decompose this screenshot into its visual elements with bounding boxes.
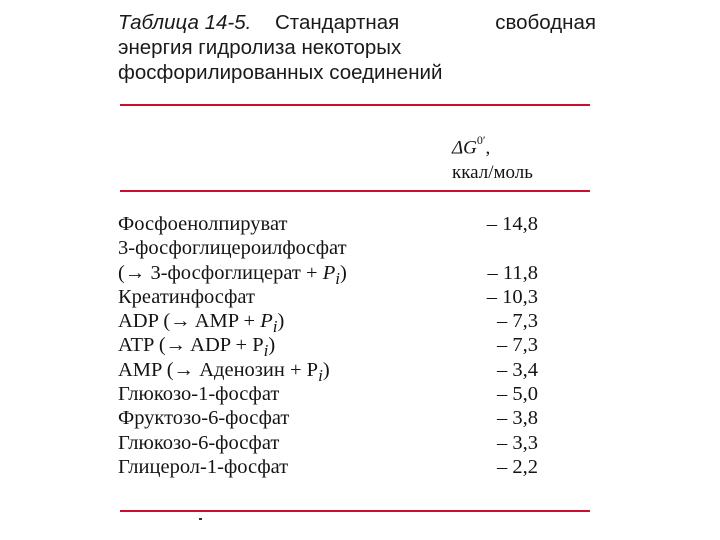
compound-name: Фосфоенолпируват [118, 213, 288, 235]
compound-name: Глюкозо-6-фосфат [118, 431, 280, 454]
table-row [118, 212, 538, 236]
compound-name: Глюкозо-1-фосфат [118, 383, 280, 406]
table-row [118, 236, 538, 260]
table-row [118, 431, 538, 455]
column-header-symbol: $\Delta G^{0'}$, [452, 133, 491, 159]
delta-g-superscript: 0′ [476, 133, 486, 147]
compound-name: 3-фосфоглицероилфосфат [118, 237, 347, 260]
column-header-unit: ккал/моль [452, 162, 533, 184]
delta-g-value: – 3,8 [497, 407, 538, 430]
caption-line-2: энергия гидролиза некоторых [118, 36, 402, 59]
compound-name: (→ 3-фосфоглицерат + $P_i$) [118, 261, 347, 288]
table-body [118, 212, 538, 479]
bottom-rule [120, 510, 590, 512]
compound-name: AMP (→ Аденозин + $P_i$) [118, 358, 330, 385]
delta-g-value: – 5,0 [497, 383, 538, 406]
header-rule [120, 190, 590, 192]
delta-g-value: – 10,3 [486, 285, 538, 308]
table-caption [118, 10, 596, 85]
delta-g-value: – 11,8 [487, 261, 538, 284]
delta-g-symbol: ΔG [452, 137, 477, 159]
table-row [118, 455, 538, 479]
delta-g-value: – 7,3 [497, 310, 538, 333]
delta-g-value: – 2,2 [497, 455, 538, 478]
column-header [452, 130, 533, 185]
table-row [118, 309, 538, 337]
table-row [118, 406, 538, 430]
compound-name: Глицерол-1-фосфат [118, 455, 289, 478]
table-row [118, 333, 538, 361]
compound-name: ADP (→ AMP + $P_i$) [118, 310, 285, 337]
caption-label: Таблица 14-5. [118, 11, 252, 34]
delta-g-value: – 3,4 [497, 358, 538, 381]
caption-word-standard: Стандартная [275, 11, 400, 34]
compound-name: Креатинфосфат [118, 285, 255, 308]
delta-g-value: – 3,3 [497, 431, 538, 454]
table-row [118, 358, 538, 385]
print-speck [199, 518, 202, 520]
delta-g-value: – 7,3 [497, 334, 538, 357]
table-row [118, 285, 538, 309]
compound-name: Фруктозо-6-фосфат [118, 407, 290, 430]
compound-name: ATP (→ ADP + $P_i$) [118, 334, 276, 361]
table-row [118, 382, 538, 406]
top-rule [120, 104, 590, 106]
table-row [118, 261, 538, 288]
caption-line-3: фосфорилированных соединений [118, 61, 443, 84]
caption-line-1 [118, 10, 596, 35]
caption-word-free: свободная [495, 11, 596, 34]
delta-g-value: – 14,8 [486, 213, 538, 235]
